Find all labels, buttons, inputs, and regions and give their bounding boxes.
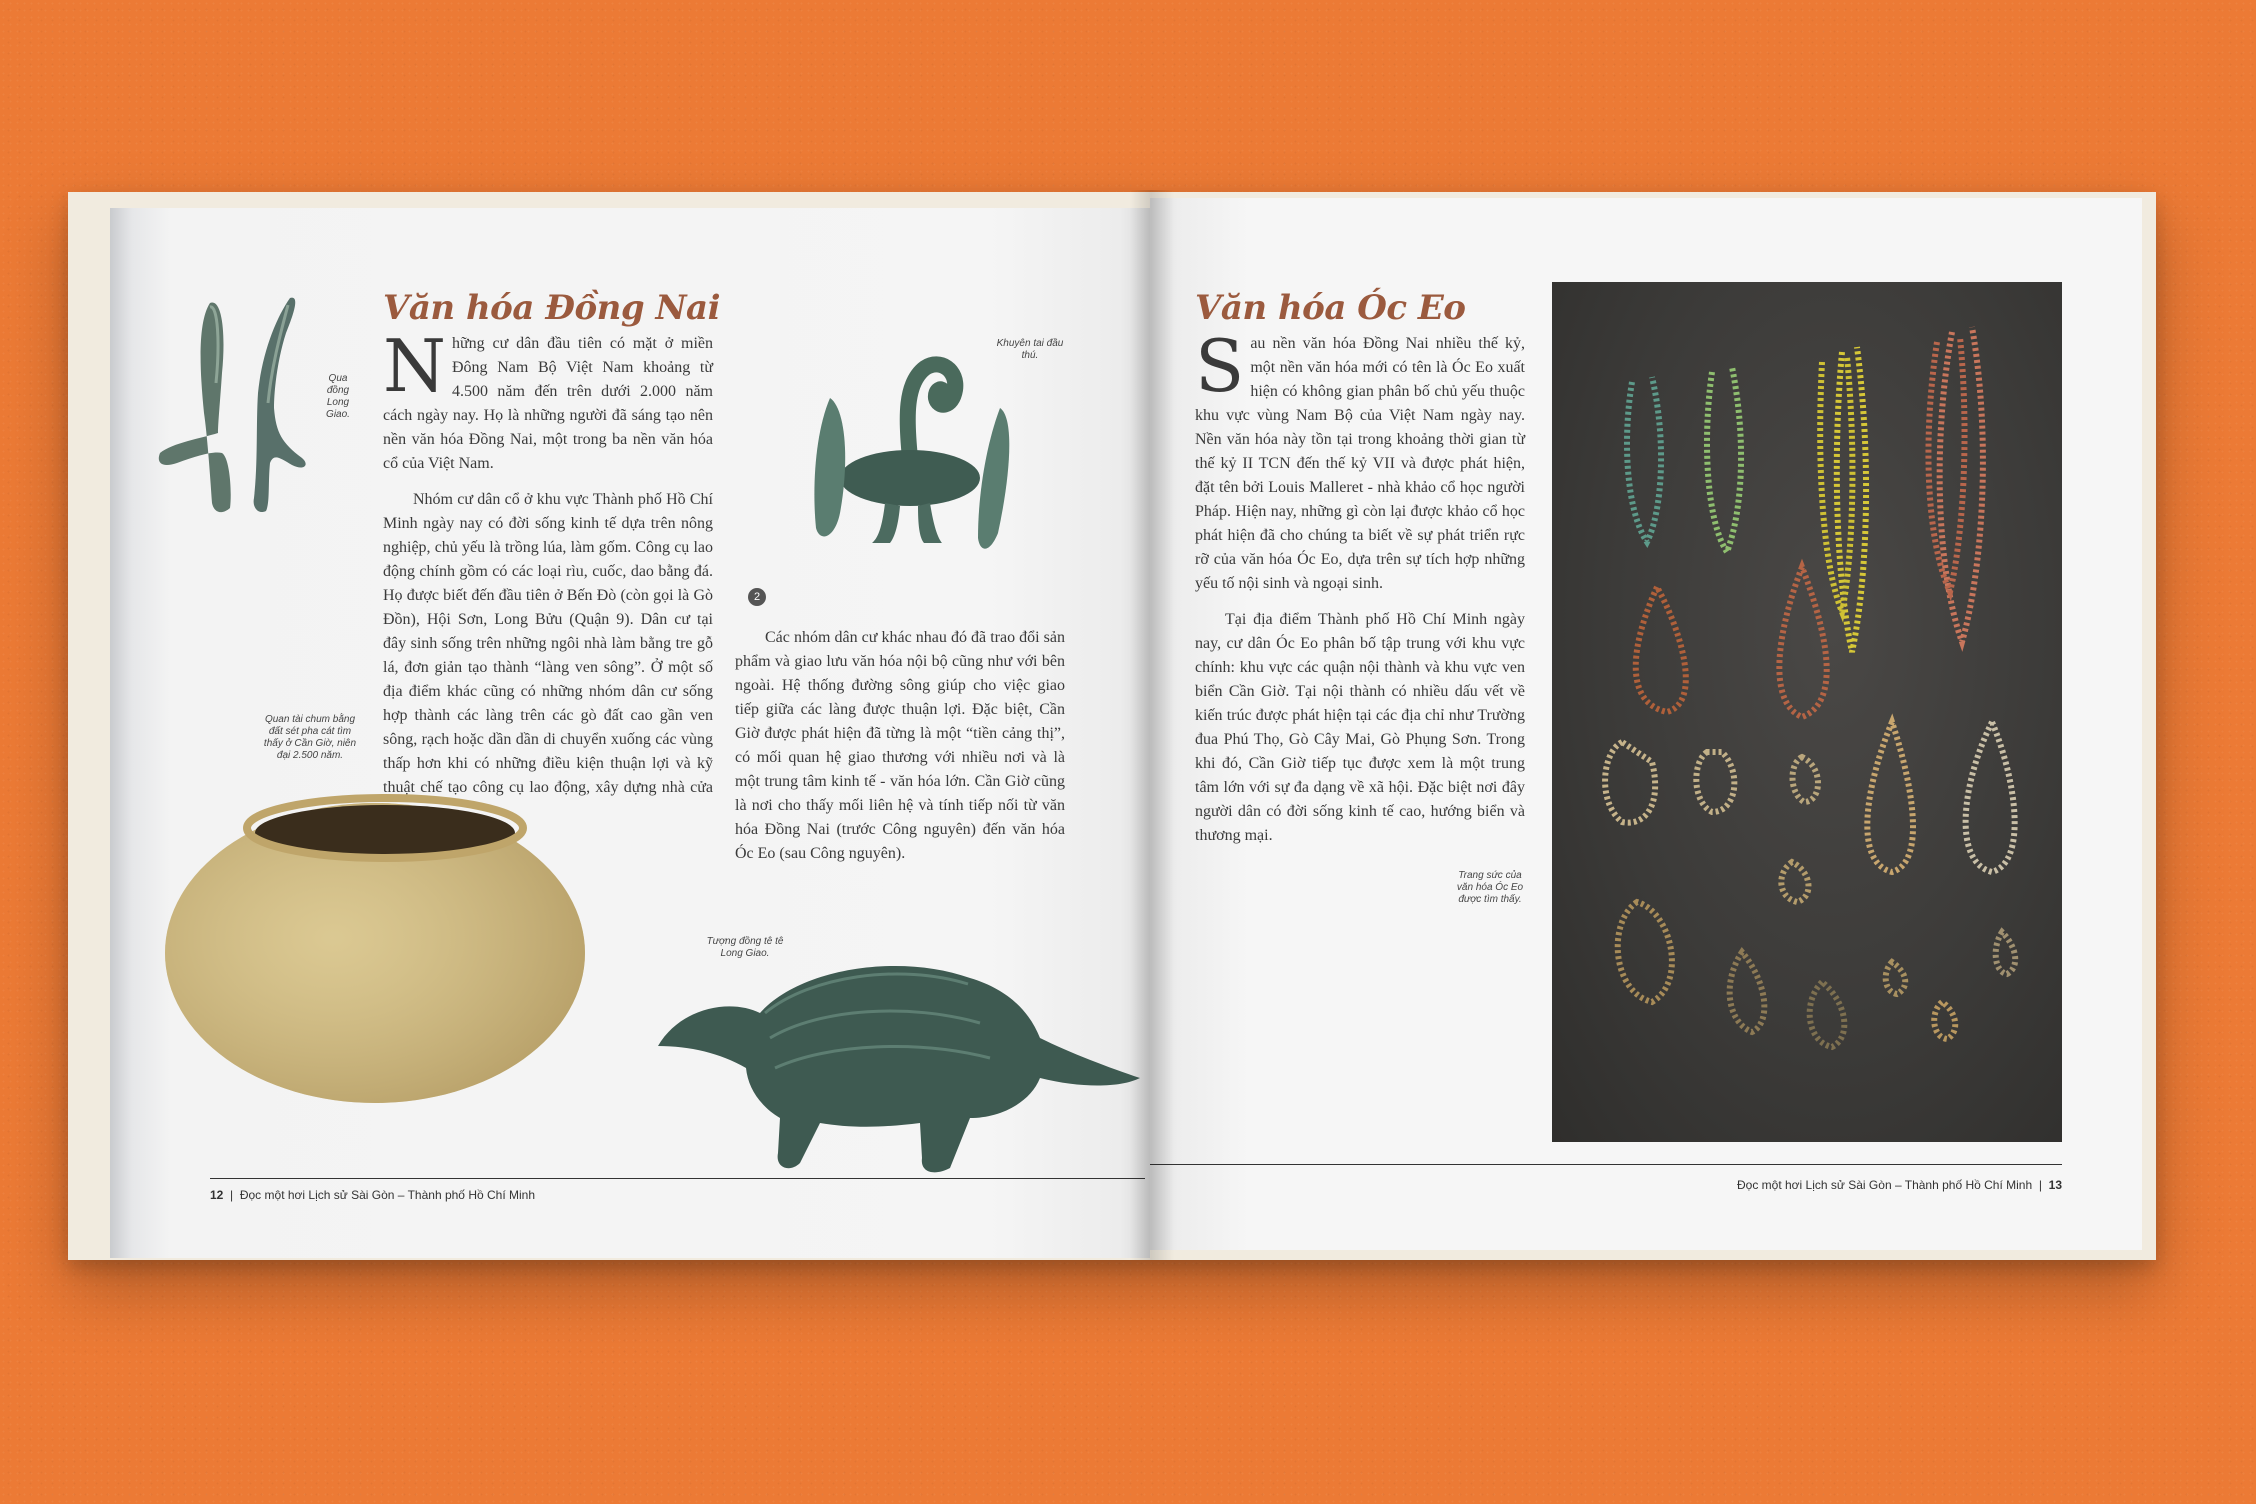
image-number-badge: 2 (748, 588, 766, 606)
dropcap-s: S (1195, 324, 1245, 408)
dropcap-n: N (383, 324, 446, 408)
col1-para2: Nhóm cư dân cổ ở khu vực Thành phố Hồ Chí Minh ngày nay có đời sống kinh tế dựa trên nông nghiệp, chủ yếu là trồng lúa, làm gốm. Công cụ lao động chính gồm có các loại rìu, cuốc, dao bằng đá. Họ được biết đến đầu tiên ở Bến Đò (còn gọi là Gò Đồn), Hội Sơn, Long Bửu (Quận 9). Dân cư tại đây sinh sống trên những ngôi nhà làm bằng tre gỗ lá, đơn giản tạo thành “làng ven sông”. Ở một số địa điểm khác cũng có những nhóm dân cư sống hợp thành các làng trên các gò đất cao gần ven sông, rạch hoặc dần dần di chuyển xuống các vùng thấp hơn khi có những điều kiện thuận lợi và kỹ thuật chế tạo công cụ lao động, xây dựng nhà cửa (383, 491, 713, 796)
caption-jewelry: Trang sức của văn hóa Óc Eo được tìm thấy. (1456, 870, 1524, 905)
pangolin-statue-photo (650, 928, 1140, 1188)
page-number-right: 13 (2048, 1178, 2062, 1192)
column-1-text (383, 324, 713, 836)
clay-jar-photo (160, 788, 600, 1108)
footer-title-right: Đọc một hơi Lịch sử Sài Gòn – Thành phố Hồ Chí Minh (1736, 1178, 2033, 1192)
footer-rule-left (210, 1178, 1145, 1179)
page-number-left: 12 (210, 1188, 224, 1202)
heading-dong-nai: Văn hóa Đồng Nai (383, 288, 720, 328)
jewelry-necklaces (1552, 282, 2062, 1142)
earring-photo (790, 338, 1030, 568)
caption-earring: Khuyên tai đầu thú. (996, 338, 1064, 361)
bronze-tools-photo (152, 293, 312, 523)
footer-left: 12 | Đọc một hơi Lịch sử Sài Gòn – Thành phố Hồ Chí Minh (210, 1188, 536, 1202)
footer-rule-right (1150, 1164, 2062, 1165)
caption-tools: Qua đồng Long Giao. (326, 373, 350, 420)
right-para1: au nền văn hóa Đồng Nai nhiều thế kỷ, một nền văn hóa mới có tên là Óc Eo xuất hiện có không gian phân bố chủ yếu thuộc khu vực vùng Nam Bộ của Việt Nam ngày nay. Nền văn hóa này tồn tại trong khoảng thời gian từ thế kỷ II TCN đến thế kỷ VII và được phát hiện, đặt tên bởi Louis Malleret - nhà khảo cổ học người Pháp. Hiện nay, những gì còn lại được khảo cổ học phát hiện đã cho chúng ta biết về sự phát triển rực rỡ của văn hóa Óc Eo, dựa trên sự tích hợp những yếu tố nội sinh và ngoại sinh. (1195, 335, 1525, 592)
column-2-text (735, 626, 1065, 878)
jewelry-photo (1552, 282, 2062, 1142)
right-para2: Tại địa điểm Thành phố Hồ Chí Minh ngày nay, cư dân Óc Eo phân bố tập trung với khu vực chính: khu vực các quận nội thành và khu vực ven biển Cần Giờ. Tại nội thành có nhiều dấu vết về kiến trúc được phát hiện tại các địa chỉ như Trường đua Phú Thọ, Gò Cây Mai, Gò Phụng Sơn. Trong khi đó, Cần Giờ tiếp tục được xem là một trung tâm lớn với sự đa dạng về xã hội. Đặc biệt nơi đây người dân có đời sống kinh tế cao, hướng biển và thương mại. (1195, 611, 1525, 844)
col2-para1: Các nhóm dân cư khác nhau đó đã trao đổi sản phẩm và giao lưu văn hóa nội bộ cũng như với bên ngoài. Hệ thống đường sông giúp cho việc giao tiếp giữa các làng được thuận lợi. Đặc biệt, Cần Giờ được phát hiện đã từng là một “tiền cảng thị”, có mối quan hệ giao thương với nhiều nơi và là một trung tâm kinh tế - văn hóa lớn. Cần Giờ cũng là nơi cho thấy mối liên hệ và tính tiếp nối từ văn hóa Đồng Nai (trước Công nguyên) đến văn hóa Óc Eo (sau Công nguyên). (735, 629, 1065, 862)
footer-title-left: Đọc một hơi Lịch sử Sài Gòn – Thành phố Hồ Chí Minh (239, 1188, 536, 1202)
col1-para1: hững cư dân đầu tiên có mặt ở miền Đông Nam Bộ Việt Nam khoảng từ 4.500 năm đến trên dưới 2.000 năm cách ngày nay. Họ là những người đã sáng tạo nên nền văn hóa Đồng Nai, một trong ba nền văn hóa cổ của Việt Nam. (383, 335, 713, 472)
caption-jar: Quan tài chum bằng đất sét pha cát tìm thấy ở Cần Giờ, niên đại 2.500 năm. (263, 714, 357, 761)
left-page (110, 208, 1150, 1258)
heading-oc-eo: Văn hóa Óc Eo (1195, 288, 1466, 328)
caption-pangolin: Tượng đồng tê tê Long Giao. (706, 936, 784, 959)
footer-right: Đọc một hơi Lịch sử Sài Gòn – Thành phố Hồ Chí Minh | 13 (1736, 1178, 2062, 1192)
right-column-text (1195, 324, 1525, 860)
